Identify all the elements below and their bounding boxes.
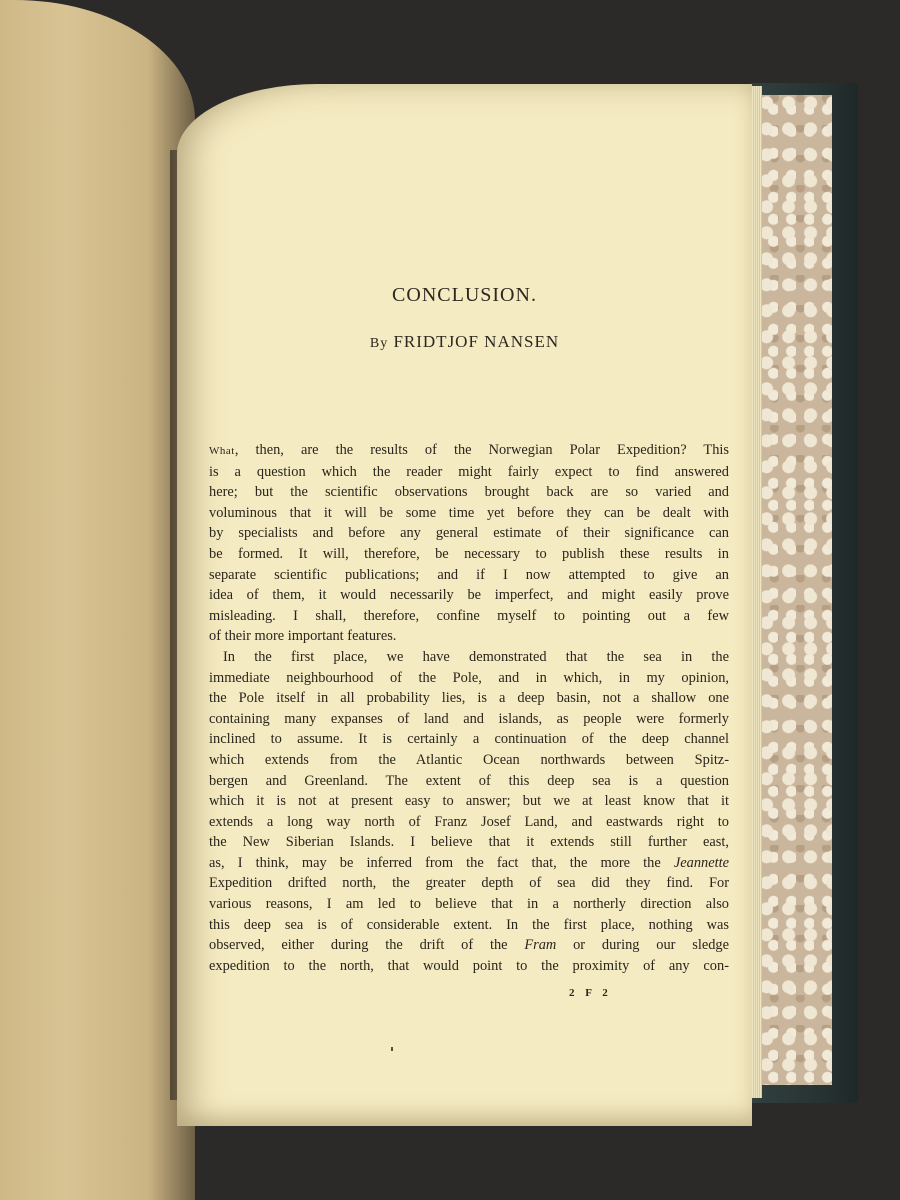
text-line: voluminous that it will be some time yet before they can be dealt with — [209, 504, 729, 521]
text-line: of their more important features. — [209, 628, 397, 645]
ink-mark — [391, 1047, 393, 1051]
italic-fram: Fram — [524, 937, 557, 954]
text-line: as, I think, may be inferred from the fact that, the more the Jeannette — [209, 854, 729, 871]
text-line: observed, either during the drift of the Fram or during our sledge — [209, 937, 729, 954]
text-line: expedition to the north, that would point to the proximity of any con- — [209, 957, 729, 974]
byline-by: By — [369, 336, 389, 351]
text-line: which extends from the Atlantic Ocean northwards between Spitz- — [209, 751, 729, 768]
body-text — [209, 440, 729, 976]
text-line: misleading. I shall, therefore, confine myself to pointing out a few — [209, 607, 729, 624]
page-title: CONCLUSION. — [392, 284, 537, 306]
lead-word: What — [209, 445, 235, 457]
page-content — [177, 84, 752, 1126]
byline-author: FRIDTJOF NANSEN — [393, 332, 560, 351]
text-line: idea of them, it would necessarily be imperfect, and might easily prove — [209, 587, 729, 604]
text-line: the Pole itself in all probability lies, is a deep basin, not a shallow one — [209, 690, 729, 707]
text-line: What, then, are the results of the Norwegian Polar Expedition? This — [209, 442, 729, 458]
text-line: immediate neighbourhood of the Pole, and in which, in my opinion, — [209, 669, 729, 686]
text-line: inclined to assume. It is certainly a continuation of the deep channel — [209, 731, 729, 748]
text-line: containing many expanses of land and islands, as people were formerly — [209, 710, 729, 727]
italic-jeannette: Jeannette — [673, 854, 729, 871]
right-page — [177, 84, 752, 1126]
text-line: In the first place, we have demonstrated that the sea in the — [223, 648, 729, 665]
text-line: this deep sea is of considerable extent. In the first place, nothing was — [209, 916, 729, 933]
marbled-endpaper — [760, 95, 832, 1085]
left-page — [0, 0, 195, 1200]
text-line: separate scientific publications; and if I now attempted to give an — [209, 566, 729, 583]
byline — [177, 332, 752, 352]
text-line: by specialists and before any general estimate of their significance can — [209, 525, 729, 542]
text-line: the New Siberian Islands. I believe that it extends still further east, — [209, 834, 729, 851]
text-line: which it is not at present easy to answer; but we at least know that it — [209, 793, 729, 810]
signature-mark: 2 F 2 — [569, 987, 612, 999]
text-line: various reasons, I am led to believe that in a northerly direction also — [209, 896, 729, 913]
text-line: extends a long way north of Franz Josef Land, and eastwards right to — [209, 813, 729, 830]
text-line: is a question which the reader might fairly expect to find answered — [209, 463, 729, 480]
text-line: bergen and Greenland. The extent of this deep sea is a question — [209, 772, 729, 789]
text-line: be formed. It will, therefore, be necessary to publish these results in — [209, 545, 729, 562]
text-line: here; but the scientific observations brought back are so varied and — [209, 484, 729, 501]
text-line: Expedition drifted north, the greater depth of sea did they find. For — [209, 875, 729, 892]
